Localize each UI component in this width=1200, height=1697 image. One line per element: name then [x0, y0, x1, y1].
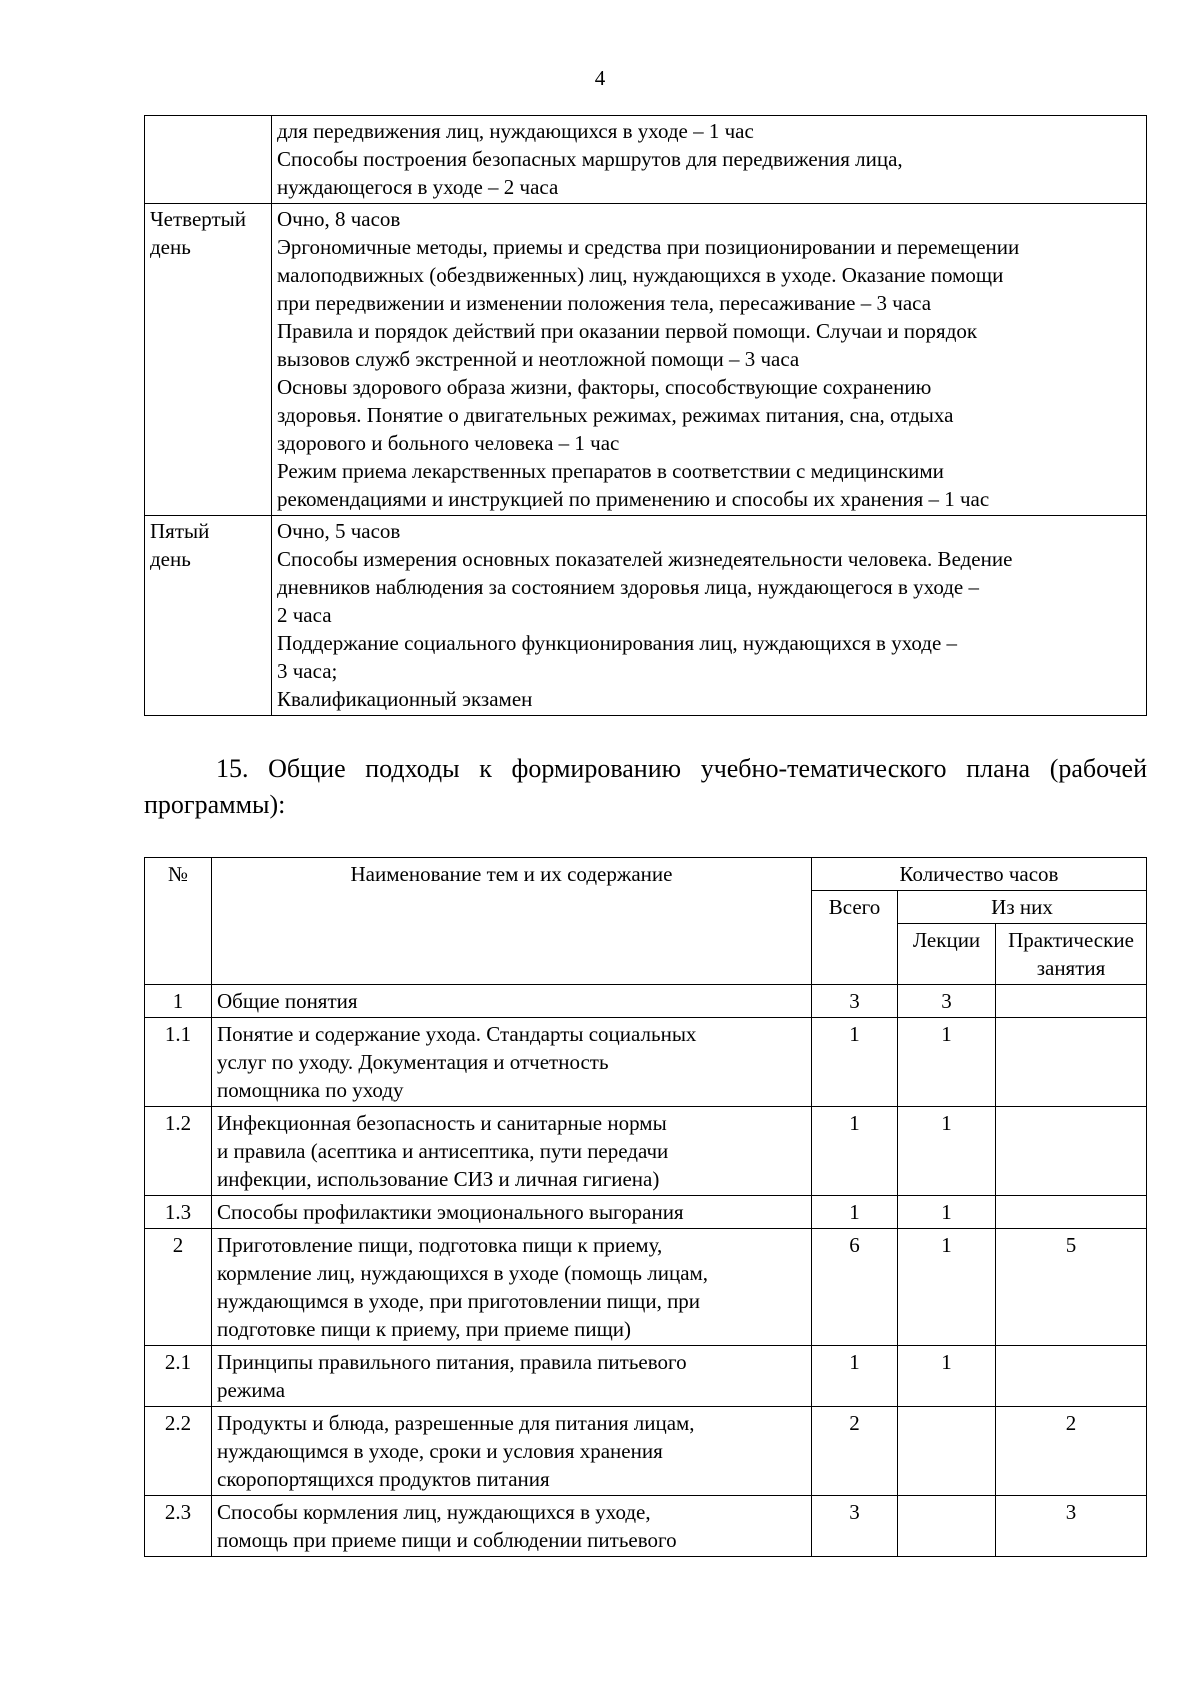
schedule-day-cell — [145, 116, 272, 204]
topic-number: 2.3 — [145, 1496, 212, 1557]
topic-number: 1 — [145, 985, 212, 1018]
hours-total: 2 — [812, 1407, 898, 1496]
page-number: 4 — [594, 66, 606, 90]
topic-name-line: Инфекционная безопасность и санитарные нормы — [217, 1111, 667, 1135]
topic-name-line: нуждающимся в уходе, сроки и условия хранения — [217, 1439, 663, 1463]
topic-name — [212, 1496, 812, 1557]
plan-row — [145, 1229, 1147, 1346]
topic-name — [212, 1229, 812, 1346]
schedule-content-cell — [272, 204, 1147, 516]
plan-header-row-1 — [145, 858, 1147, 891]
hours-practice — [996, 1346, 1147, 1407]
schedule-content-line: 3 часа; — [277, 659, 338, 683]
hours-lectures: 1 — [898, 1196, 996, 1229]
hours-lectures — [898, 1407, 996, 1496]
header-hours: Количество часов — [812, 858, 1147, 891]
hours-lectures: 1 — [898, 1107, 996, 1196]
schedule-row — [145, 516, 1147, 716]
topic-name-line: помощника по уходу — [217, 1078, 404, 1102]
schedule-day-label: Пятый — [150, 519, 210, 543]
schedule-row — [145, 116, 1147, 204]
schedule-content-line: дневников наблюдения за состоянием здоровья лица, нуждающегося в уходе – — [277, 575, 979, 599]
topic-number: 1.2 — [145, 1107, 212, 1196]
topic-number: 2.1 — [145, 1346, 212, 1407]
topic-name-line: помощь при приеме пищи и соблюдении питьевого — [217, 1528, 677, 1552]
topic-name — [212, 1346, 812, 1407]
hours-total: 1 — [812, 1346, 898, 1407]
topic-name-line: подготовке пищи к приему, при приеме пищи) — [217, 1317, 632, 1341]
schedule-content-line: Правила и порядок действий при оказании первой помощи. Случаи и порядок — [277, 319, 978, 343]
plan-row — [145, 1407, 1147, 1496]
topic-name — [212, 1018, 812, 1107]
schedule-content-line: для передвижения лиц, нуждающихся в уходе – 1 час — [277, 119, 754, 143]
topic-name-line: нуждающимся в уходе, при приготовлении пищи, при — [217, 1289, 701, 1313]
plan-row — [145, 1107, 1147, 1196]
plan-row — [145, 985, 1147, 1018]
hours-total: 1 — [812, 1107, 898, 1196]
hours-lectures: 1 — [898, 1229, 996, 1346]
schedule-content-line: 2 часа — [277, 603, 332, 627]
hours-total: 3 — [812, 1496, 898, 1557]
hours-practice — [996, 985, 1147, 1018]
schedule-content-line: Поддержание социального функционирования лиц, нуждающихся в уходе – — [277, 631, 958, 655]
topic-name-line: инфекции, использование СИЗ и личная гигиена) — [217, 1167, 660, 1191]
hours-practice: 5 — [996, 1229, 1147, 1346]
topic-name — [212, 985, 812, 1018]
header-total: Всего — [812, 891, 898, 985]
topic-name-line: Принципы правильного питания, правила питьевого — [217, 1350, 687, 1374]
schedule-content-cell — [272, 516, 1147, 716]
topic-name — [212, 1196, 812, 1229]
schedule-day-label: день — [150, 547, 191, 571]
hours-lectures: 1 — [898, 1346, 996, 1407]
schedule-content-line: Очно, 8 часов — [277, 207, 401, 231]
schedule-content-line: Способы построения безопасных маршрутов для передвижения лица, — [277, 147, 903, 171]
schedule-content-line: Эргономичные методы, приемы и средства при позиционировании и перемещении — [277, 235, 1020, 259]
topic-name-line: Способы профилактики эмоционального выгорания — [217, 1200, 684, 1224]
hours-practice — [996, 1018, 1147, 1107]
plan-row — [145, 1196, 1147, 1229]
schedule-day-cell — [145, 204, 272, 516]
schedule-day-label: Четвертый — [150, 207, 247, 231]
hours-total: 6 — [812, 1229, 898, 1346]
hours-total: 1 — [812, 1196, 898, 1229]
schedule-day-cell — [145, 516, 272, 716]
schedule-day-label: день — [150, 235, 191, 259]
topic-number: 2 — [145, 1229, 212, 1346]
schedule-content-cell — [272, 116, 1147, 204]
header-of-which: Из них — [898, 891, 1147, 924]
header-lectures: Лекции — [898, 924, 996, 985]
schedule-content-line: здорового и больного человека – 1 час — [277, 431, 620, 455]
topic-number: 2.2 — [145, 1407, 212, 1496]
plan-row — [145, 1496, 1147, 1557]
schedule-content-line: Основы здорового образа жизни, факторы, способствующие сохранению — [277, 375, 932, 399]
hours-lectures: 3 — [898, 985, 996, 1018]
schedule-row — [145, 204, 1147, 516]
schedule-content-line: при передвижении и изменении положения тела, пересаживание – 3 часа — [277, 291, 932, 315]
topic-name — [212, 1107, 812, 1196]
header-topic-name: Наименование тем и их содержание — [212, 858, 812, 985]
hours-practice — [996, 1107, 1147, 1196]
schedule-content-line: Квалификационный экзамен — [277, 687, 533, 711]
header-practice-line: Практические — [1008, 928, 1134, 952]
topic-name-line: Понятие и содержание ухода. Стандарты социальных — [217, 1022, 697, 1046]
plan-row — [145, 1018, 1147, 1107]
schedule-content-line: нуждающегося в уходе – 2 часа — [277, 175, 559, 199]
topic-name-line: Приготовление пищи, подготовка пищи к приему, — [217, 1233, 663, 1257]
topic-number: 1.3 — [145, 1196, 212, 1229]
header-practice-line: занятия — [1036, 956, 1106, 980]
header-practice — [996, 924, 1147, 985]
topic-name-line: и правила (асептика и антисептика, пути передачи — [217, 1139, 669, 1163]
topic-name-line: Общие понятия — [217, 989, 358, 1013]
topic-number: 1.1 — [145, 1018, 212, 1107]
schedule-content-line: малоподвижных (обездвиженных) лиц, нуждающихся в уходе. Оказание помощи — [277, 263, 1004, 287]
schedule-content-line: здоровья. Понятие о двигательных режимах, режимах питания, сна, отдыха — [277, 403, 954, 427]
hours-total: 1 — [812, 1018, 898, 1107]
hours-practice: 2 — [996, 1407, 1147, 1496]
section-heading: 15. Общие подходы к формированию учебно-тематического плана (рабочей программы): — [144, 754, 1147, 819]
hours-practice — [996, 1196, 1147, 1229]
training-schedule-table — [144, 115, 1147, 716]
schedule-content-line: Режим приема лекарственных препаратов в соответствии с медицинскими — [277, 459, 944, 483]
hours-total: 3 — [812, 985, 898, 1018]
hours-practice: 3 — [996, 1496, 1147, 1557]
header-num: № — [145, 858, 212, 985]
curriculum-plan-table — [144, 857, 1147, 1557]
hours-lectures: 1 — [898, 1018, 996, 1107]
topic-name-line: Способы кормления лиц, нуждающихся в уходе, — [217, 1500, 651, 1524]
topic-name-line: режима — [217, 1378, 286, 1402]
topic-name-line: Продукты и блюда, разрешенные для питания лицам, — [217, 1411, 695, 1435]
topic-name — [212, 1407, 812, 1496]
schedule-content-line: вызовов служб экстренной и неотложной помощи – 3 часа — [277, 347, 800, 371]
hours-lectures — [898, 1496, 996, 1557]
schedule-content-line: рекомендациями и инструкцией по применению и способы их хранения – 1 час — [277, 487, 990, 511]
plan-row — [145, 1346, 1147, 1407]
topic-name-line: услуг по уходу. Документация и отчетность — [217, 1050, 609, 1074]
schedule-content-line: Способы измерения основных показателей жизнедеятельности человека. Ведение — [277, 547, 1013, 571]
schedule-content-line: Очно, 5 часов — [277, 519, 401, 543]
topic-name-line: скоропортящихся продуктов питания — [217, 1467, 550, 1491]
topic-name-line: кормление лиц, нуждающихся в уходе (помощь лицам, — [217, 1261, 709, 1285]
